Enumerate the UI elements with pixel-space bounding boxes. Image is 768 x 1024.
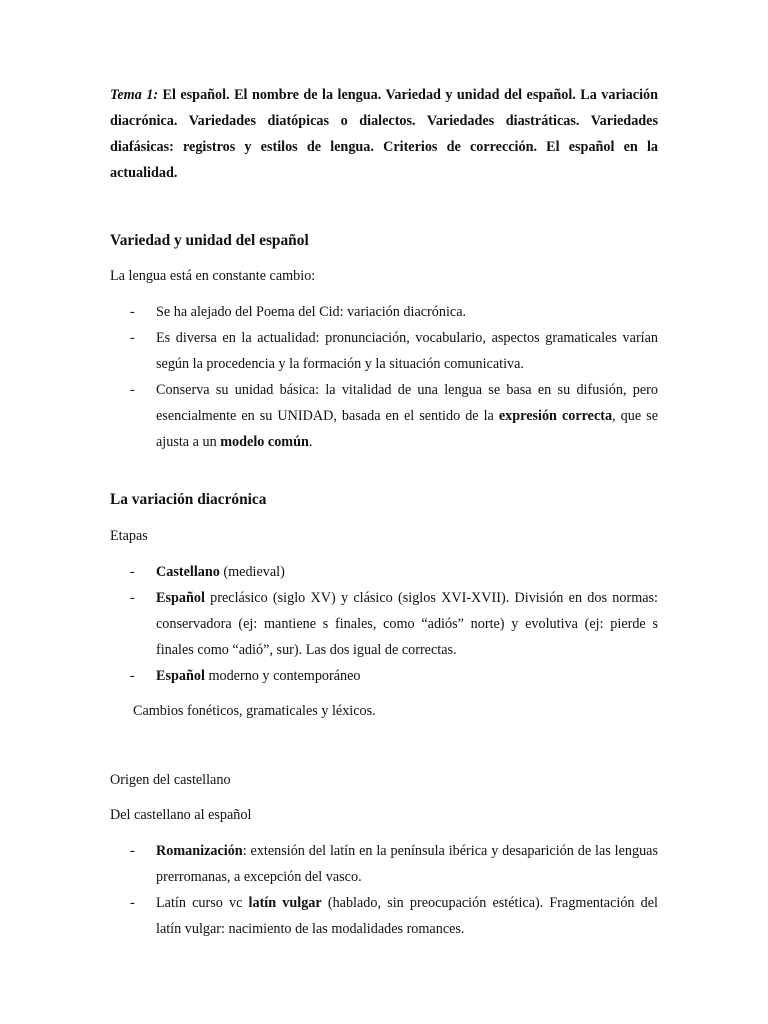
bold-term: Español bbox=[156, 590, 205, 606]
list-bullet: - bbox=[130, 304, 135, 320]
bold-term: expresión correcta bbox=[498, 408, 613, 424]
list-bullet: - bbox=[130, 382, 135, 398]
list-item: - Romanización: extensión del latín en la península ibérica y desaparición de las lenguas prerromanas, a excepción del vasco. bbox=[110, 838, 658, 890]
list-item: - Español moderno y contemporáneo bbox=[110, 663, 658, 689]
list-bullet: - bbox=[130, 590, 135, 606]
list-item: - Conserva su unidad básica: la vitalidad de una lengua se basa en su difusión, pero esencialmente en su UNIDAD, basada en el sentido de la expresión correcta, que se ajusta a un modelo común. bbox=[110, 377, 658, 455]
list-bullet: - bbox=[130, 330, 135, 346]
bold-term: latín vulgar bbox=[248, 895, 322, 911]
bold-term: Español bbox=[156, 668, 205, 684]
section1-lead: La lengua está en constante cambio: bbox=[110, 268, 316, 284]
bold-term: Romanización bbox=[156, 843, 243, 859]
list-item: - Castellano (medieval) bbox=[110, 559, 658, 585]
section3-list bbox=[110, 838, 658, 942]
bold-term: Castellano bbox=[156, 564, 220, 580]
list-item: - Español preclásico (siglo XV) y clásico (siglos XVI-XVII). División en dos normas: conservadora (ej: mantiene s finales, como “adiós” norte) y evolutiva (ej: pierde s finales como “adió”, sur). Las dos igual de correctas. bbox=[110, 585, 658, 663]
topic-title: El español. El nombre de la lengua. Variedad y unidad del español. La variación diacrónica. Variedades diatópicas o dialectos. Variedades diastráticas. Variedades diafásicas: registros y estilos de lengua. Criterios de corrección. El español en la actualidad. bbox=[110, 87, 659, 181]
list-item: - Es diversa en la actualidad: pronunciación, vocabulario, aspectos gramaticales varían según la procedencia y la formación y la situación comunicativa. bbox=[110, 325, 658, 377]
list-bullet: - bbox=[130, 668, 135, 684]
section2-closing: Cambios fonéticos, gramaticales y léxicos. bbox=[133, 703, 376, 719]
bold-term: modelo común bbox=[220, 434, 309, 450]
list-item: - Se ha alejado del Poema del Cid: variación diacrónica. bbox=[110, 299, 658, 325]
section-heading-variacion-diacronica: La variación diacrónica bbox=[110, 491, 267, 508]
topic-header bbox=[110, 82, 658, 186]
origen-line: Origen del castellano bbox=[110, 772, 231, 788]
section2-lead: Etapas bbox=[110, 528, 148, 544]
section1-list bbox=[110, 299, 658, 455]
section2-list bbox=[110, 559, 658, 689]
list-bullet: - bbox=[130, 564, 135, 580]
list-item: - Latín curso vc latín vulgar (hablado, sin preocupación estética). Fragmentación del latín vulgar: nacimiento de las modalidades romances. bbox=[110, 890, 658, 942]
section-heading-variedad-unidad: Variedad y unidad del español bbox=[110, 232, 309, 249]
topic-label: Tema 1: bbox=[110, 87, 159, 103]
list-bullet: - bbox=[130, 843, 135, 859]
list-bullet: - bbox=[130, 895, 135, 911]
del-castellano-line: Del castellano al español bbox=[110, 807, 252, 823]
